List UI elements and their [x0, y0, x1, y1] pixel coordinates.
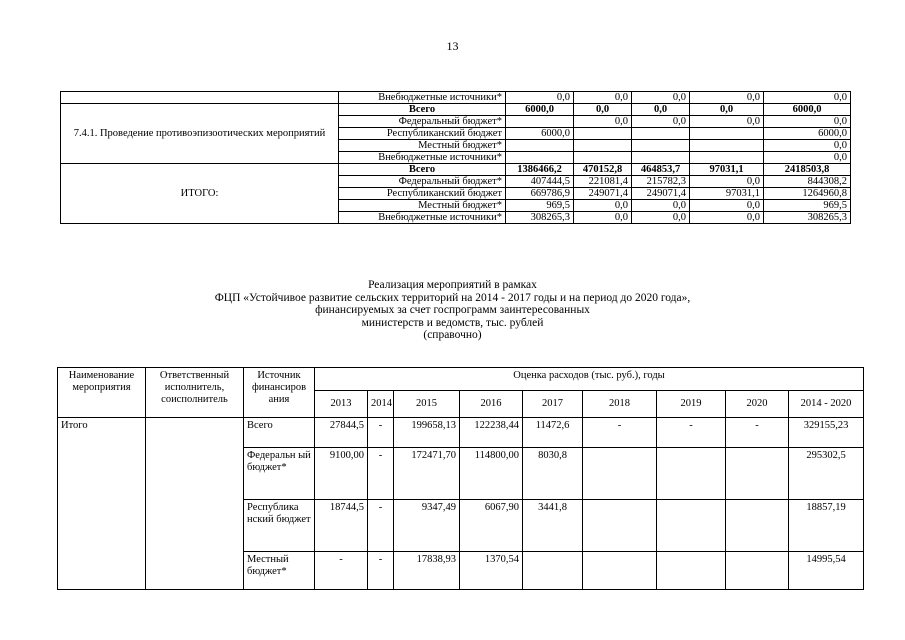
heading-line: министерств и ведомств, тыс. рублей: [361, 316, 544, 329]
value-cell: [574, 152, 632, 164]
value-cell: -: [583, 418, 657, 448]
value-cell: 114800,00: [460, 448, 523, 500]
value-cell: 9100,00: [315, 448, 368, 500]
value-cell: 0,0: [632, 104, 690, 116]
value-cell: 0,0: [632, 92, 690, 104]
value-cell: 0,0: [690, 116, 764, 128]
value-cell: [690, 140, 764, 152]
source-cell: Республиканский бюджет: [339, 128, 506, 140]
value-cell: [690, 152, 764, 164]
value-cell: 295302,5: [789, 448, 864, 500]
value-cell: [506, 140, 574, 152]
value-cell: 3441,8: [523, 500, 583, 552]
value-cell: 0,0: [764, 152, 851, 164]
value-cell: [506, 116, 574, 128]
source-cell: Республиканский бюджет: [339, 188, 506, 200]
table-row: [58, 418, 864, 448]
event-name-cell: 7.4.1. Проведение противоэпизоотических мероприятий: [61, 104, 339, 164]
value-cell: 844308,2: [764, 176, 851, 188]
name-cell: Итого: [58, 418, 146, 590]
source-cell: Местный бюджет*: [244, 552, 315, 590]
executor-cell: [146, 418, 244, 590]
value-cell: 1264960,8: [764, 188, 851, 200]
value-cell: [632, 140, 690, 152]
year-header: 2016: [460, 391, 523, 418]
value-cell: [574, 128, 632, 140]
value-cell: -: [657, 418, 726, 448]
value-cell: 6000,0: [764, 104, 851, 116]
year-header: 2014 - 2020: [789, 391, 864, 418]
value-cell: [726, 552, 789, 590]
value-cell: 27844,5: [315, 418, 368, 448]
year-header: 2013: [315, 391, 368, 418]
source-cell: Всего: [339, 104, 506, 116]
value-cell: 221081,4: [574, 176, 632, 188]
source-cell: Федеральный бюджет*: [339, 116, 506, 128]
value-cell: 969,5: [764, 200, 851, 212]
value-cell: 18744,5: [315, 500, 368, 552]
budget-table-1: [60, 91, 851, 224]
value-cell: 249071,4: [574, 188, 632, 200]
value-cell: 0,0: [690, 176, 764, 188]
value-cell: 6000,0: [506, 104, 574, 116]
header-row: [58, 368, 864, 391]
table-row: [61, 92, 851, 104]
year-header: 2018: [583, 391, 657, 418]
value-cell: 308265,3: [506, 212, 574, 224]
value-cell: 0,0: [574, 212, 632, 224]
year-header: 2019: [657, 391, 726, 418]
heading-line: (справочно): [423, 329, 482, 341]
value-cell: 0,0: [506, 92, 574, 104]
value-cell: 1386466,2: [506, 164, 574, 176]
value-cell: [657, 552, 726, 590]
value-cell: -: [368, 552, 394, 590]
value-cell: 470152,8: [574, 164, 632, 176]
source-cell: Всего: [244, 418, 315, 448]
source-cell: Всего: [339, 164, 506, 176]
table-row: [61, 164, 851, 176]
source-cell: Внебюджетные источники*: [339, 212, 506, 224]
value-cell: [657, 500, 726, 552]
source-cell: Федеральн ый бюджет*: [244, 448, 315, 500]
value-cell: [657, 448, 726, 500]
value-cell: 308265,3: [764, 212, 851, 224]
value-cell: [523, 552, 583, 590]
section-heading: [0, 279, 905, 342]
value-cell: 9347,49: [394, 500, 460, 552]
value-cell: 6000,0: [506, 128, 574, 140]
page-number: 13: [446, 39, 459, 53]
value-cell: 0,0: [574, 92, 632, 104]
value-cell: 969,5: [506, 200, 574, 212]
column-header-name: Наименование мероприятия: [58, 368, 146, 418]
value-cell: 172471,70: [394, 448, 460, 500]
value-cell: [690, 128, 764, 140]
value-cell: 17838,93: [394, 552, 460, 590]
heading-line: Реализация мероприятий в рамках: [368, 279, 537, 291]
source-cell: Внебюджетные источники*: [339, 92, 506, 104]
value-cell: [632, 128, 690, 140]
value-cell: [506, 152, 574, 164]
value-cell: 464853,7: [632, 164, 690, 176]
value-cell: 0,0: [690, 212, 764, 224]
value-cell: [583, 500, 657, 552]
value-cell: -: [368, 418, 394, 448]
value-cell: 1370,54: [460, 552, 523, 590]
year-header: 2017: [523, 391, 583, 418]
budget-table-2: [57, 367, 864, 590]
value-cell: 0,0: [574, 104, 632, 116]
source-cell: Федеральный бюджет*: [339, 176, 506, 188]
value-cell: 97031,1: [690, 188, 764, 200]
heading-line: финансируемых за счет госпрограмм заинтересованных: [315, 304, 590, 316]
source-cell: Местный бюджет*: [339, 200, 506, 212]
value-cell: 0,0: [690, 200, 764, 212]
column-header-estimate: Оценка расходов (тыс. руб.), годы: [315, 368, 864, 391]
value-cell: 0,0: [632, 200, 690, 212]
value-cell: 122238,44: [460, 418, 523, 448]
value-cell: 215782,3: [632, 176, 690, 188]
value-cell: 0,0: [632, 212, 690, 224]
value-cell: 97031,1: [690, 164, 764, 176]
value-cell: 669786,9: [506, 188, 574, 200]
source-cell: Республика нский бюджет: [244, 500, 315, 552]
table-row: [61, 104, 851, 116]
value-cell: 14995,54: [789, 552, 864, 590]
value-cell: 0,0: [632, 116, 690, 128]
value-cell: -: [368, 500, 394, 552]
heading-line: ФЦП «Устойчивое развитие сельских территорий на 2014 - 2017 годы и на период до 2020 года»,: [214, 291, 691, 304]
value-cell: -: [726, 418, 789, 448]
value-cell: [632, 152, 690, 164]
value-cell: 0,0: [764, 92, 851, 104]
value-cell: 18857,19: [789, 500, 864, 552]
value-cell: -: [368, 448, 394, 500]
column-header-executor: Ответственный исполнитель, соисполнитель: [146, 368, 244, 418]
total-label-cell: ИТОГО:: [61, 164, 339, 224]
value-cell: 11472,6: [523, 418, 583, 448]
year-header: 2014: [368, 391, 394, 418]
value-cell: 6067,90: [460, 500, 523, 552]
source-cell: Местный бюджет*: [339, 140, 506, 152]
value-cell: 0,0: [690, 92, 764, 104]
value-cell: [726, 500, 789, 552]
year-header: 2015: [394, 391, 460, 418]
value-cell: 329155,23: [789, 418, 864, 448]
value-cell: 8030,8: [523, 448, 583, 500]
value-cell: [583, 448, 657, 500]
value-cell: 6000,0: [764, 128, 851, 140]
value-cell: [726, 448, 789, 500]
value-cell: -: [315, 552, 368, 590]
value-cell: [583, 552, 657, 590]
value-cell: 0,0: [574, 116, 632, 128]
value-cell: 0,0: [574, 200, 632, 212]
value-cell: 0,0: [764, 140, 851, 152]
value-cell: 0,0: [764, 116, 851, 128]
value-cell: 407444,5: [506, 176, 574, 188]
value-cell: [574, 140, 632, 152]
source-cell: Внебюджетные источники*: [339, 152, 506, 164]
value-cell: 199658,13: [394, 418, 460, 448]
value-cell: 249071,4: [632, 188, 690, 200]
column-header-source: Источник финансиров ания: [244, 368, 315, 418]
year-header: 2020: [726, 391, 789, 418]
value-cell: 2418503,8: [764, 164, 851, 176]
value-cell: 0,0: [690, 104, 764, 116]
event-cell: [61, 92, 339, 104]
